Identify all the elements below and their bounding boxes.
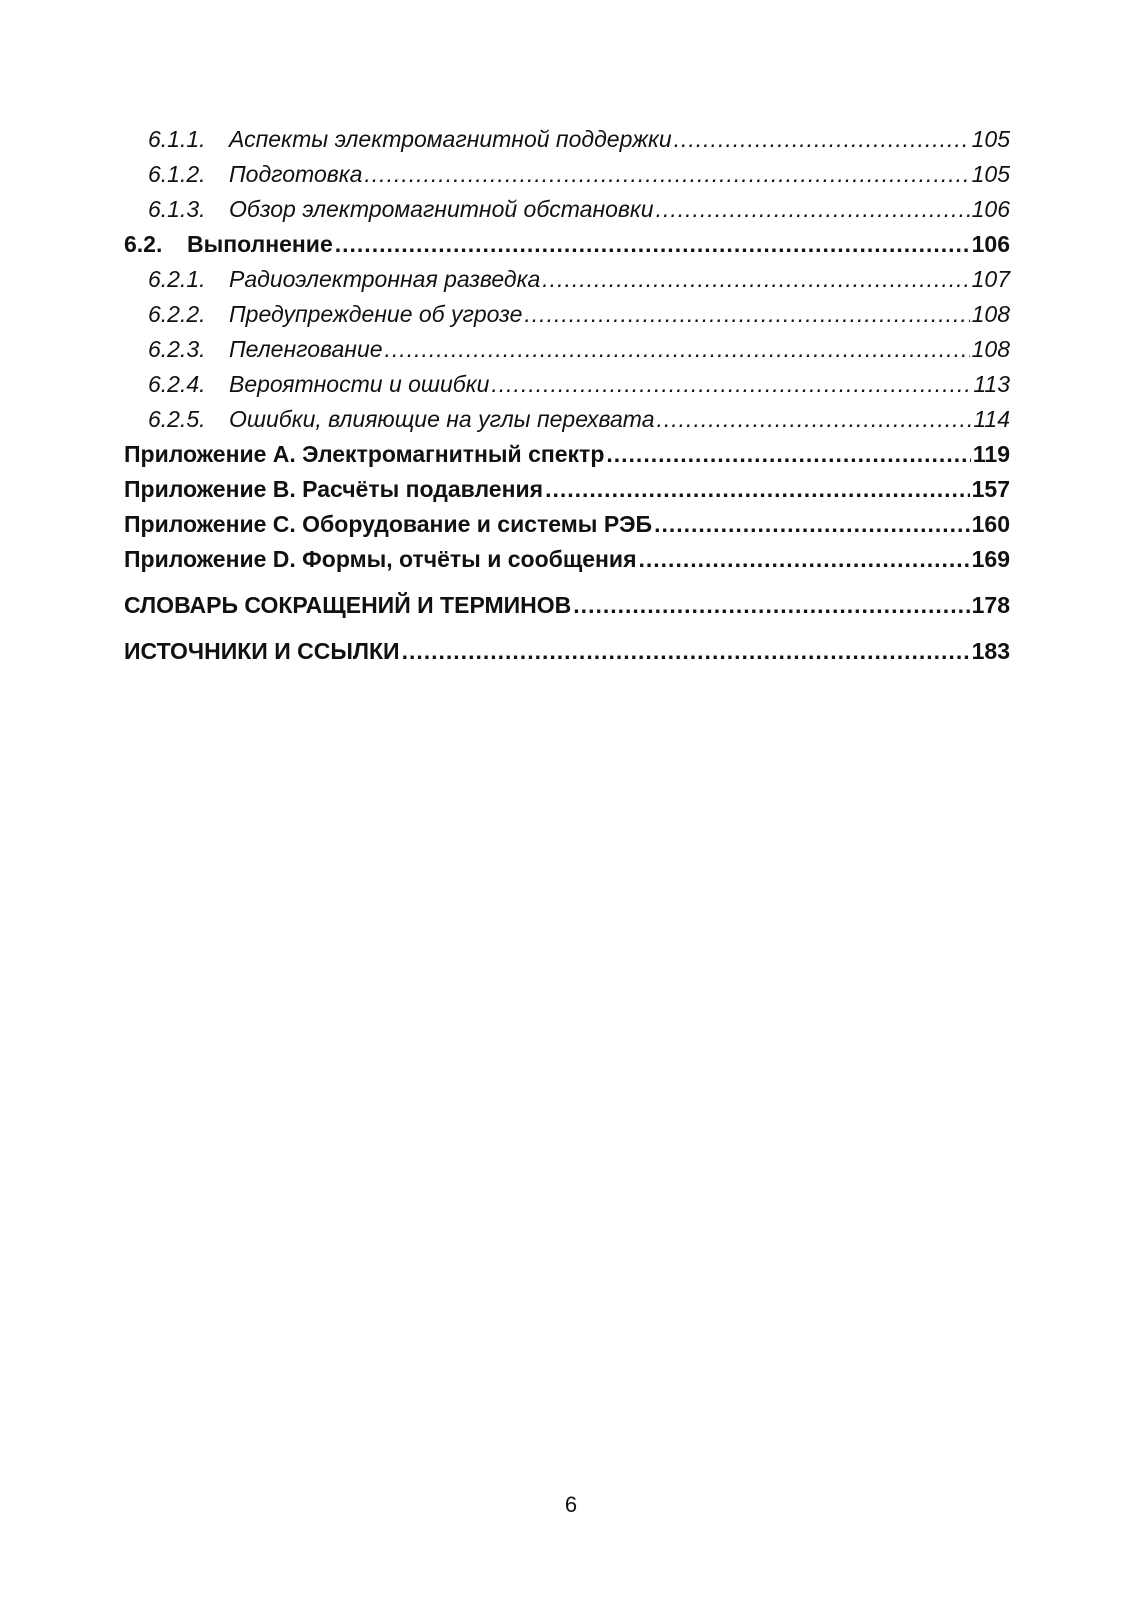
- toc-entry-appendix-b[interactable]: [124, 472, 1010, 507]
- toc-entry-page: 107: [971, 266, 1010, 292]
- toc-entry-number: 6.2.1.: [148, 266, 206, 292]
- toc-entry-title: Аспекты электромагнитной поддержки: [229, 126, 672, 152]
- toc-entry-6-2-5[interactable]: [124, 402, 1010, 437]
- toc-entry-glossary[interactable]: [124, 588, 1010, 623]
- toc-entry-number: 6.2.4.: [148, 371, 206, 397]
- toc-entry-page: 114: [973, 406, 1010, 432]
- dot-leader: [573, 588, 969, 623]
- toc-entry-title: Предупреждение об угрозе: [229, 301, 523, 327]
- toc-entry-title: Выполнение: [187, 231, 333, 257]
- toc-entry-title: Пеленгование: [229, 336, 383, 362]
- toc-entry-page: 178: [971, 592, 1010, 618]
- toc-entry-6-1-3[interactable]: [124, 192, 1010, 227]
- toc-entry-page: 105: [971, 126, 1010, 152]
- toc-entry-appendix-a[interactable]: [124, 437, 1010, 472]
- dot-leader: [402, 634, 970, 669]
- toc-entry-page: 108: [971, 336, 1010, 362]
- dot-leader: [606, 437, 971, 472]
- dot-leader: [385, 332, 970, 367]
- toc-entry-appendix-c[interactable]: [124, 507, 1010, 542]
- dot-leader: [639, 542, 970, 577]
- dot-leader: [674, 122, 970, 157]
- toc-entry-title: Приложение D. Формы, отчёты и сообщения: [124, 546, 637, 572]
- toc-entry-title: Приложение С. Оборудование и системы РЭБ: [124, 511, 653, 537]
- toc-entry-number: 6.1.2.: [148, 161, 206, 187]
- toc-entry-page: 106: [971, 196, 1010, 222]
- toc-entry-title: Подготовка: [229, 161, 363, 187]
- toc-entry-page: 160: [971, 511, 1010, 537]
- toc-entry-number: 6.2.: [124, 231, 163, 257]
- page-number: 6: [564, 1492, 578, 1517]
- dot-leader: [524, 297, 969, 332]
- toc-entry-page: 157: [971, 476, 1010, 502]
- toc-entry-page: 119: [972, 441, 1010, 467]
- toc-entry-title: ИСТОЧНИКИ И ССЫЛКИ: [124, 638, 400, 664]
- toc-entry-number: 6.1.3.: [148, 196, 206, 222]
- toc-entry-title: Приложение В. Расчёты подавления: [124, 476, 544, 502]
- toc-entry-page: 106: [971, 231, 1010, 257]
- dot-leader: [657, 402, 972, 437]
- dot-leader: [654, 507, 970, 542]
- toc-entry-6-2[interactable]: [124, 227, 1010, 262]
- dot-leader: [542, 262, 969, 297]
- toc-entry-page: 105: [971, 161, 1010, 187]
- toc-entry-page: 183: [971, 638, 1010, 664]
- dot-leader: [656, 192, 970, 227]
- table-of-contents: [124, 122, 1010, 669]
- toc-entry-6-1-2[interactable]: [124, 157, 1010, 192]
- toc-entry-page: 169: [971, 546, 1010, 572]
- dot-leader: [364, 157, 969, 192]
- toc-entry-page: 113: [973, 371, 1010, 397]
- toc-entry-6-2-1[interactable]: [124, 262, 1010, 297]
- toc-entry-page: 108: [971, 301, 1010, 327]
- toc-entry-title: СЛОВАРЬ СОКРАЩЕНИЙ И ТЕРМИНОВ: [124, 592, 572, 618]
- dot-leader: [491, 367, 971, 402]
- dot-leader: [335, 227, 970, 262]
- dot-leader: [545, 472, 970, 507]
- toc-entry-6-2-3[interactable]: [124, 332, 1010, 367]
- toc-entry-number: 6.2.2.: [148, 301, 206, 327]
- toc-entry-title: Вероятности и ошибки: [229, 371, 490, 397]
- toc-entry-title: Радиоэлектронная разведка: [229, 266, 541, 292]
- toc-entry-6-2-2[interactable]: [124, 297, 1010, 332]
- toc-entry-title: Обзор электромагнитной обстановки: [229, 196, 654, 222]
- toc-entry-number: 6.2.3.: [148, 336, 206, 362]
- toc-entry-references[interactable]: [124, 634, 1010, 669]
- toc-entry-number: 6.1.1.: [148, 126, 206, 152]
- toc-entry-number: 6.2.5.: [148, 406, 206, 432]
- toc-entry-6-1-1[interactable]: [124, 122, 1010, 157]
- toc-entry-6-2-4[interactable]: [124, 367, 1010, 402]
- toc-entry-appendix-d[interactable]: [124, 542, 1010, 577]
- toc-entry-title: Приложение А. Электромагнитный спектр: [124, 441, 605, 467]
- toc-entry-title: Ошибки, влияющие на углы перехвата: [229, 406, 655, 432]
